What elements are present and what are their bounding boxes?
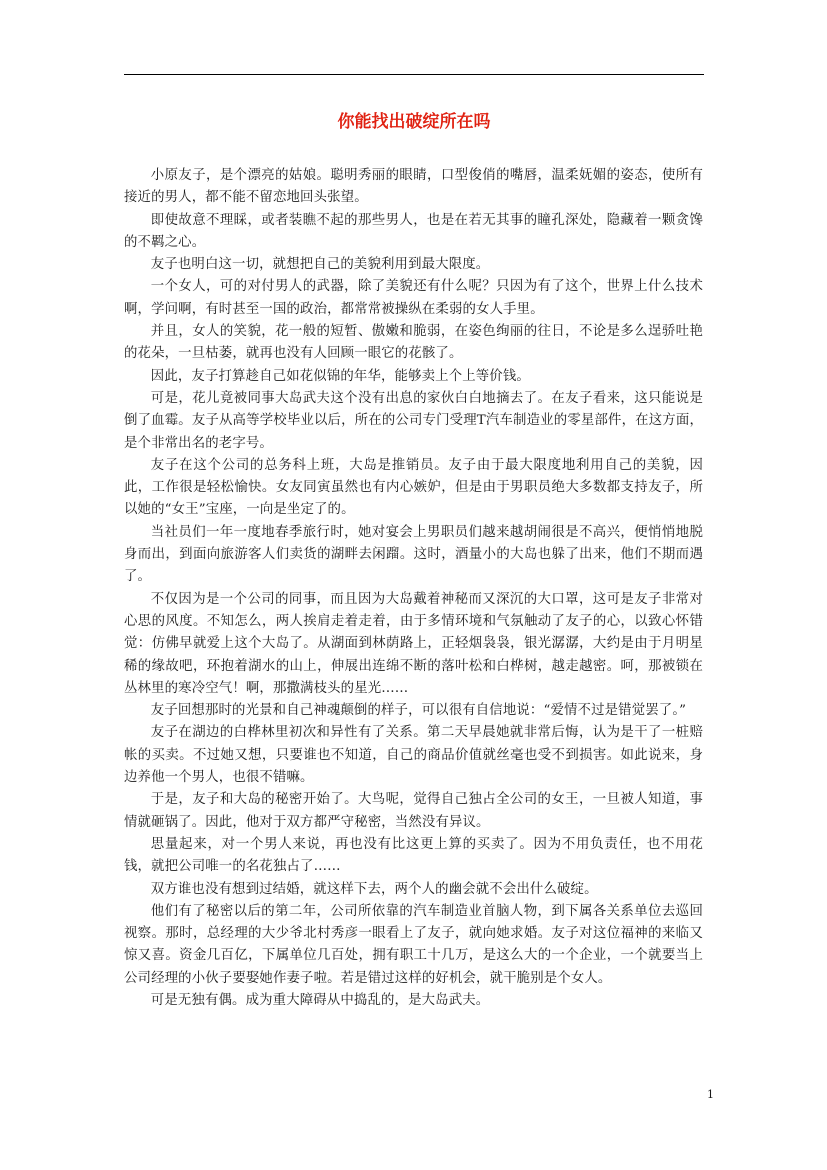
paragraph: 思量起来，对一个男人来说，再也没有比这更上算的买卖了。因为不用负责任，也不用花钱，就把公司唯一的名花独占了…… [124, 836, 703, 875]
paragraph: 他们有了秘密以后的第二年，公司所依靠的汽车制造业首脑人物，到下属各关系单位去巡回视察。那时，总经理的大少爷北村秀彦一眼看上了友子，就向她求婚。友子对这位福神的来临又惊又喜。资金几百亿，下属单位几百处，拥有职工十几万，是这么大的一个企业，一个就要当上公司经理的小伙子要娶她作妻子啦。若是错过这样的好机会，就干脆别是个女人。 [124, 903, 703, 986]
paragraph: 一个女人，可的对付男人的武器，除了美貌还有什么呢？只因为有了这个，世界上什么技术啊，学问啊，有时甚至一国的政治，都常常被操纵在柔弱的女人手里。 [124, 279, 703, 317]
header-rule [124, 74, 704, 75]
paragraph: 不仅因为是一个公司的同事，而且因为大岛戴着神秘而又深沉的大口罩，这可是友子非常对心思的风度。不知怎么，两人挨肩走着走着，由于多情环境和气氛触动了友子的心，以致心怀错觉：仿佛早就爱上这个大岛了。从湖面到林荫路上，正轻烟袅袅，银光潺潺，大约是由于月明星稀的缘故吧，环抱着湖水的山上，伸展出连绵不断的落叶松和白桦树，越走越密。呵，那被锁在丛林里的寒冷空气！啊，那撒满枝头的星光…… [124, 591, 703, 696]
paragraph: 即使故意不理睬，或者装瞧不起的那些男人，也是在若无其事的瞳孔深处，隐藏着一颗贪馋的不羁之心。 [124, 212, 703, 250]
paragraph: 因此，友子打算趁自己如花似锦的年华，能够卖上个上等价钱。 [150, 368, 530, 384]
paragraph: 当社员们一年一度地春季旅行时，她对宴会上男职员们越来越胡闹很是不高兴，便悄悄地脱身而出，到面向旅游客人们卖货的湖畔去闲蹓。这时，酒量小的大岛也躲了出来，他们不期而遇了。 [124, 524, 703, 585]
paragraph: 于是，友子和大岛的秘密开始了。大鸟呢，觉得自己独占全公司的女王，一旦被人知道，事情就砸锅了。因此，他对于双方都严守秘密，当然没有异议。 [124, 792, 703, 830]
paragraph: 友子在湖边的白桦林里初次和异性有了关系。第二天早晨她就非常后悔，认为是干了一桩赔帐的买卖。不过她又想，只要谁也不知道，自己的商品价值就丝毫也受不到损害。如此说来，身边养他一个男人，也很不错嘛。 [124, 725, 703, 786]
paragraph: 双方谁也没有想到过结婚，就这样下去，两个人的幽会就不会出什么破绽。 [150, 881, 598, 897]
paragraph: 友子在这个公司的总务科上班，大岛是推销员。友子由于最大限度地利用自己的美貌，因此，工作很是轻松愉快。女友同寅虽然也有内心嫉妒，但是由于男职员绝大多数都支持友子，所以她的“女王”宝座，一向是坐定了的。 [124, 457, 703, 518]
paragraph: 小原友子，是个漂亮的姑娘。聪明秀丽的眼睛，口型俊俏的嘴唇，温柔妩媚的姿态，使所有接近的男人，都不能不留恋地回头张望。 [124, 168, 703, 206]
paragraph: 友子也明白这一切，就想把自己的美貌利用到最大限度。 [150, 257, 490, 273]
paragraph: 可是无独有偶。成为重大障碍从中捣乱的，是大岛武夫。 [150, 992, 490, 1008]
document-title: 你能找出破绽所在吗 [337, 112, 491, 132]
document-body [124, 165, 703, 1012]
page-number: 1 [707, 1088, 714, 1101]
paragraph: 并且，女人的笑貌，花一般的短暂、傲嫩和脆弱，在姿色绚丽的往日，不论是多么逞骄吐艳的花朵，一旦枯萎，就再也没有人回顾一眼它的花骸了。 [124, 324, 703, 362]
paragraph: 可是，花儿竟被同事大岛武夫这个没有出息的家伙白白地摘去了。在友子看来，这只能说是倒了血霉。友子从高等学校毕业以后，所在的公司专门受理T汽车制造业的零星部件，在这方面，是个非常出名的老字号。 [124, 390, 703, 451]
paragraph: 友子回想那时的光景和自己神魂颠倒的样子，可以很有自信地说：“爱情不过是错觉罢了。” [150, 703, 687, 719]
